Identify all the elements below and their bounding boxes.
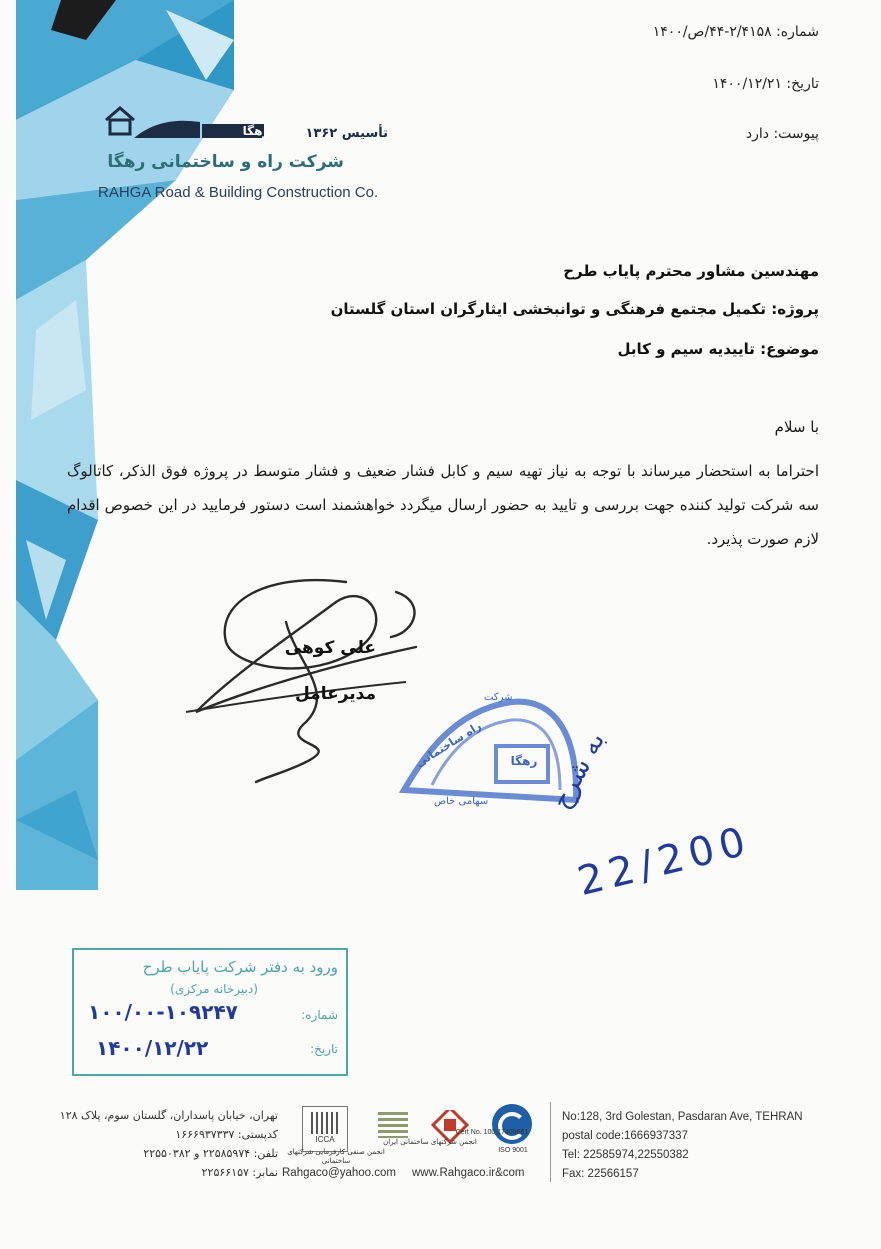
company-logo [98, 98, 408, 210]
greeting: با سلام [774, 418, 819, 436]
addressee: مهندسین مشاور محترم پایاب طرح [563, 262, 819, 280]
signer-name: علی کوهی [284, 638, 376, 658]
letter-number-value: ۲/۴۱۵۸-۴۴/ص/۱۴۰۰ [652, 24, 772, 40]
logo-name-fa: شرکت راه و ساختمانی رهگا [107, 152, 344, 172]
receipt-number-value: ۱۰۰/۰۰-۱۰۹۲۴۷ [88, 1000, 238, 1024]
letter-date-value: ۱۴۰۰/۱۲/۲۱ [712, 76, 782, 92]
attachment-label: پیوست: [773, 126, 819, 142]
seal-top-text: شرکت [484, 692, 513, 703]
handwritten-word: به شرح [546, 727, 612, 815]
footer-address-en: No:128, 3rd Golestan, Pasdaran Ave, TEHRAN [562, 1111, 803, 1123]
iso-badge-icon [492, 1104, 532, 1144]
iso-badge-label: ISO 9001 [498, 1147, 528, 1154]
receipt-number-label: شماره: [301, 1008, 338, 1022]
project-line: پروژه: تکمیل مجتمع فرهنگی و توانبخشی ایثارگران استان گلستان [330, 300, 819, 318]
icca-badge-label: ICCA [315, 1135, 335, 1144]
seal-side-text: راه ساختمانی [413, 719, 484, 770]
footer-address-fa: تهران، خیابان پاسداران، گلستان سوم، پلاک ۱۲۸ [59, 1109, 278, 1122]
association-badge-label: انجمن شرکتهای ساختمانی ایران [383, 1138, 477, 1146]
employer-association-label: انجمن صنفی کارفرمایی شرکتهای ساختمانی [287, 1148, 385, 1165]
footer-phone-fa: تلفن: ۲۲۵۸۵۹۷۴ و ۲۲۵۵۰۳۸۲ [143, 1147, 278, 1160]
footer-postal-fa: کدپستی: ۱۶۶۶۹۳۷۳۳۷ [175, 1128, 278, 1141]
footer [40, 1102, 850, 1182]
footer-postal-en: postal code:1666937337 [562, 1130, 688, 1142]
letter-attachment [559, 126, 819, 142]
seal-mark-text: رهگا [510, 754, 538, 768]
body-paragraph: احتراما به استحضار میرساند با توجه به نیاز تهیه سیم و کابل فشار ضعیف و فشار متوسط در پروژه فوق الذکر، کاتالوگ سه شرکت تولید کننده جهت بررسی و تایید به حضور ارسال میگردد خواهشمند است دستور فرمایید در این خصوص اقدام لازم صورت پذیرد. [67, 462, 819, 548]
handwritten-number: 22/200 [573, 817, 756, 906]
letter-date [559, 76, 819, 92]
footer-website[interactable]: www.Rahgaco.ir&com [412, 1167, 525, 1179]
letter-number [559, 24, 819, 40]
footer-fax-en: Fax: 22566157 [562, 1168, 639, 1180]
receipt-stamp-subtitle: (دبیرخانه مرکزی) [170, 982, 258, 996]
seal-bottom-text: سهامی خاص [434, 796, 489, 807]
receipt-date-label: تاریخ: [310, 1042, 338, 1056]
footer-contact-fa [40, 1106, 278, 1182]
logo-name-en: RAHGA Road & Building Construction Co. [98, 184, 379, 201]
footer-fax-fa: نمابر: ۲۲۵۶۶۱۵۷ [201, 1166, 278, 1179]
footer-contact-en [562, 1108, 850, 1184]
receipt-date-value: ۱۴۰۰/۱۲/۲۲ [96, 1036, 209, 1060]
letter-date-label: تاریخ: [786, 76, 819, 92]
footer-divider [550, 1102, 551, 1182]
receipt-stamp [72, 948, 348, 1076]
attachment-value: دارد [745, 126, 769, 142]
iso-cert-label: Cert No. 100 17405661 [455, 1129, 529, 1136]
icca-badge-icon [302, 1106, 348, 1152]
receipt-stamp-title: ورود به دفتر شرکت پایاب طرح [142, 958, 338, 976]
logo-mark-text: رهگا [242, 124, 270, 138]
signer-title: مدیرعامل [295, 684, 376, 704]
building-badge-icon [378, 1112, 408, 1138]
logo-established: تأسیس ۱۳۶۲ [305, 126, 388, 141]
footer-tel-en: Tel: 22585974,22550382 [562, 1149, 689, 1161]
footer-email[interactable]: Rahgaco@yahoo.com [282, 1167, 396, 1179]
subject-line: موضوع: تاییدیه سیم و کابل [617, 340, 819, 358]
letter-number-label: شماره: [776, 24, 819, 40]
